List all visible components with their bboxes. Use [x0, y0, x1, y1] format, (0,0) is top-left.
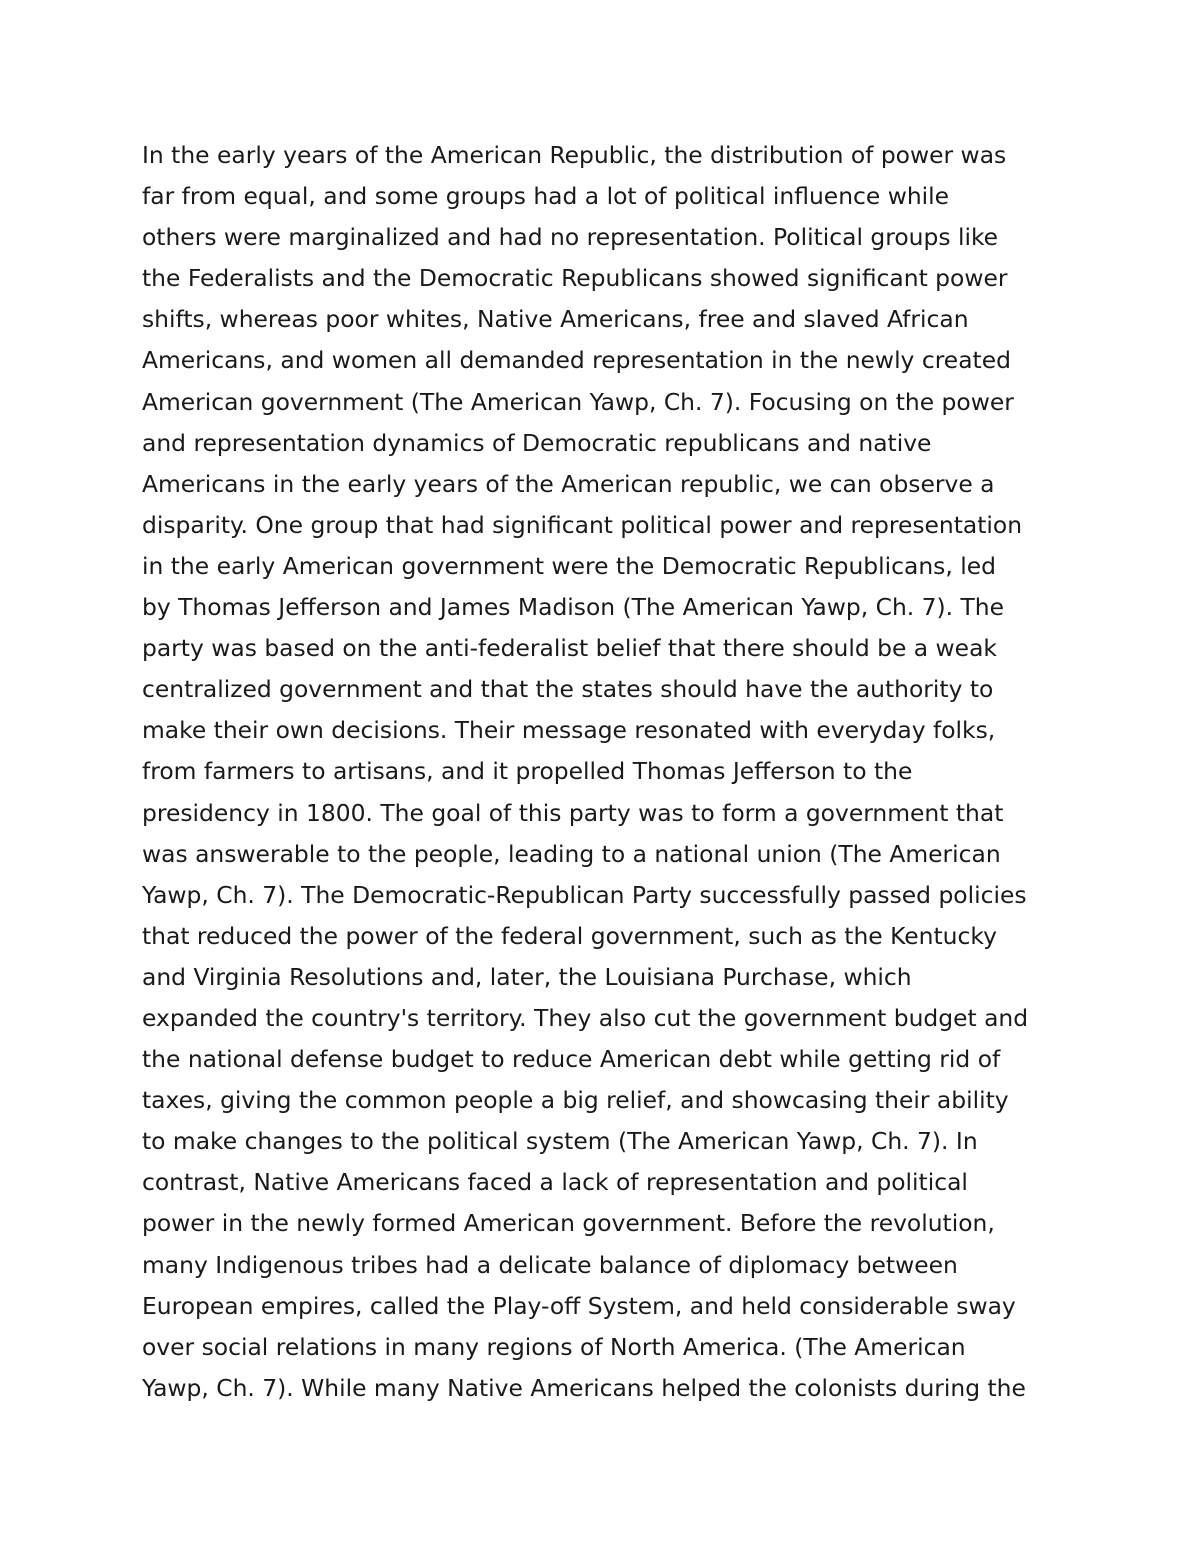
text-line: American government (The American Yawp, Ch. 7). Focusing on the power: [142, 387, 1014, 416]
body-paragraph: [142, 135, 1082, 1409]
text-line: the Federalists and the Democratic Republicans showed significant power: [142, 264, 1008, 293]
text-line: far from equal, and some groups had a lot of political influence while: [142, 182, 950, 211]
text-line: taxes, giving the common people a big relief, and showcasing their ability: [142, 1086, 1009, 1115]
text-line: Yawp, Ch. 7). The Democratic-Republican Party successfully passed policies: [142, 880, 1027, 909]
text-line: by Thomas Jefferson and James Madison (The American Yawp, Ch. 7). The: [142, 593, 1005, 622]
text-line: many Indigenous tribes had a delicate balance of diplomacy between: [142, 1250, 958, 1279]
text-line: power in the newly formed American government. Before the revolution,: [142, 1209, 995, 1238]
text-line: contrast, Native Americans faced a lack of representation and political: [142, 1168, 968, 1197]
text-line: expanded the country's territory. They also cut the government budget and: [142, 1003, 1029, 1032]
text-line: in the early American government were the Democratic Republicans, led: [142, 551, 996, 580]
text-line: Yawp, Ch. 7). While many Native Americans helped the colonists during the: [142, 1373, 1026, 1402]
text-line: disparity. One group that had significant political power and representation: [142, 510, 1023, 539]
text-line: others were marginalized and had no representation. Political groups like: [142, 223, 999, 252]
text-line: Americans in the early years of the American republic, we can observe a: [142, 469, 995, 498]
text-line: Americans, and women all demanded representation in the newly created: [142, 346, 1011, 375]
text-line: was answerable to the people, leading to a national union (The American: [142, 839, 1001, 868]
text-line: centralized government and that the states should have the authority to: [142, 675, 994, 704]
text-line: from farmers to artisans, and it propelled Thomas Jefferson to the: [142, 757, 913, 786]
text-line: make their own decisions. Their message resonated with everyday folks,: [142, 716, 996, 745]
text-line: shifts, whereas poor whites, Native Americans, free and slaved African: [142, 305, 969, 334]
text-line: In the early years of the American Republic, the distribution of power was: [142, 141, 1007, 169]
text-line: to make changes to the political system (The American Yawp, Ch. 7). In: [142, 1127, 978, 1156]
text-line: European empires, called the Play-off System, and held considerable sway: [142, 1291, 1016, 1320]
text-line: party was based on the anti-federalist belief that there should be a weak: [142, 634, 997, 663]
text-line: and representation dynamics of Democratic republicans and native: [142, 428, 932, 457]
text-line: presidency in 1800. The goal of this party was to form a government that: [142, 798, 1004, 827]
text-line: the national defense budget to reduce American debt while getting rid of: [142, 1045, 1001, 1074]
text-line: over social relations in many regions of North America. (The American: [142, 1332, 966, 1361]
text-line: and Virginia Resolutions and, later, the Louisiana Purchase, which: [142, 962, 912, 991]
text-line: that reduced the power of the federal government, such as the Kentucky: [142, 921, 997, 950]
